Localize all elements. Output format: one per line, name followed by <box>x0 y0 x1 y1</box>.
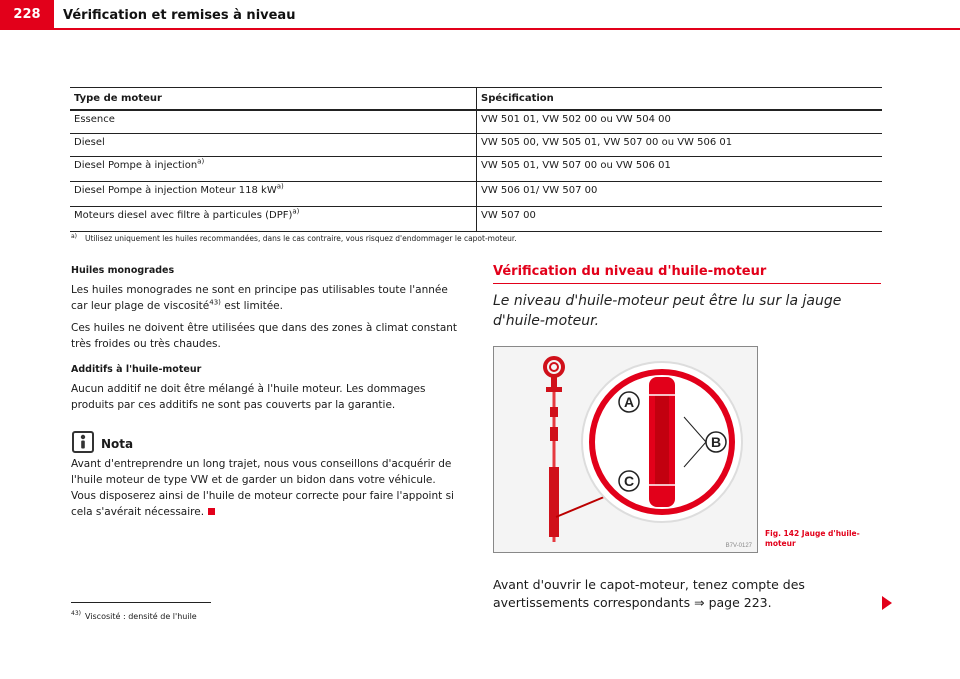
header-divider <box>54 28 960 30</box>
warning-text: Avant d'ouvrir le capot-moteur, tenez compte des avertissements correspondants <box>493 577 805 610</box>
monogrades-text-a: Les huiles monogrades ne sont en principe pas utilisables toute l'année car leur plage de viscosité <box>71 284 448 312</box>
section-divider <box>493 283 881 284</box>
spec-cell: VW 501 01, VW 502 00 ou VW 504 00 <box>477 110 883 134</box>
table-row <box>70 157 882 182</box>
monogrades-text-b: est limitée. <box>220 300 283 312</box>
monogrades-paragraph-1 <box>71 282 463 314</box>
table-row <box>70 207 882 232</box>
monogrades-heading: Huiles monogrades <box>71 265 175 276</box>
label-a: A <box>623 394 635 410</box>
nota-text: Avant d'entreprendre un long trajet, nous vous conseillons d'acquérir de l'huile moteur de type VW et de garder un bidon dans votre véhicule. Vous disposerez ainsi de l'huile de moteur correcte pour faire l'appoint si cela s'avérait nécessaire. <box>71 458 454 518</box>
dipstick-illustration <box>494 347 757 552</box>
page-ref-link[interactable]: page 223. <box>708 595 772 610</box>
label-b: B <box>710 434 722 450</box>
page-ref-arrow-icon: ⇒ <box>694 595 705 610</box>
table-row <box>70 182 882 207</box>
table-footnote-text: Utilisez uniquement les huiles recommandées, dans le cas contraire, vous risquez d'endommager le capot-moteur. <box>85 234 517 243</box>
engine-type: Diesel Pompe à injection <box>74 160 198 171</box>
footnote-marker: 43) <box>71 610 81 618</box>
engine-cell <box>70 207 477 232</box>
engine-oil-spec-table <box>70 87 882 232</box>
section-intro: Le niveau d'huile-moteur peut être lu sur la jauge d'huile-moteur. <box>493 293 842 329</box>
monogrades-paragraph-2: Ces huiles ne doivent être utilisées que dans des zones à climat constant très froides ou très chaudes. <box>71 322 458 350</box>
column-header-spec: Spécification <box>477 88 883 111</box>
engine-cell <box>70 110 477 134</box>
page-number: 228 <box>0 0 54 30</box>
table-row <box>70 110 882 134</box>
dipstick-figure <box>493 346 758 553</box>
footnote-text: Viscosité : densité de l'huile <box>84 612 197 621</box>
footnote-ref: a) <box>276 182 284 191</box>
footnote-43 <box>71 612 197 621</box>
figure-code: B7V-0127 <box>725 543 752 549</box>
spec-cell: VW 505 00, VW 505 01, VW 507 00 ou VW 506 01 <box>477 134 883 157</box>
footnote-ref: a) <box>197 157 205 166</box>
figure-caption: Fig. 142 Jauge d'huile-moteur <box>765 529 860 548</box>
engine-cell <box>70 134 477 157</box>
section-title: Vérification du niveau d'huile-moteur <box>493 264 767 279</box>
engine-type: Essence <box>74 114 115 125</box>
table-header-row <box>70 88 882 111</box>
end-marker-icon <box>208 508 215 515</box>
next-page-arrow-icon[interactable] <box>882 596 892 610</box>
label-c: C <box>623 473 635 489</box>
spec-cell: VW 506 01/ VW 507 00 <box>477 182 883 207</box>
spec-cell: VW 505 01, VW 507 00 ou VW 506 01 <box>477 157 883 182</box>
page-title: Vérification et remises à niveau <box>63 8 296 23</box>
engine-type: Diesel Pompe à injection Moteur 118 kW <box>74 185 277 196</box>
additifs-paragraph: Aucun additif ne doit être mélangé à l'huile moteur. Les dommages produits par ces additifs ne sont pas couverts par la garantie. <box>71 383 426 411</box>
nota-heading: Nota <box>101 437 134 451</box>
column-header-engine: Type de moteur <box>70 88 477 111</box>
engine-type: Moteurs diesel avec filtre à particules (DPF) <box>74 210 293 221</box>
engine-type: Diesel <box>74 137 105 148</box>
spec-cell: VW 507 00 <box>477 207 883 232</box>
table-row <box>70 134 882 157</box>
footnote-divider <box>71 602 211 603</box>
footnote-ref-43: 43) <box>209 298 221 307</box>
table-footnote-marker: a) <box>71 232 78 240</box>
table-footnote <box>71 234 517 243</box>
footnote-ref: a) <box>292 207 300 216</box>
engine-cell <box>70 157 477 182</box>
warning-paragraph <box>493 576 883 612</box>
nota-paragraph <box>71 456 463 520</box>
engine-cell <box>70 182 477 207</box>
additifs-heading: Additifs à l'huile-moteur <box>71 364 202 375</box>
info-note-icon <box>72 431 94 453</box>
